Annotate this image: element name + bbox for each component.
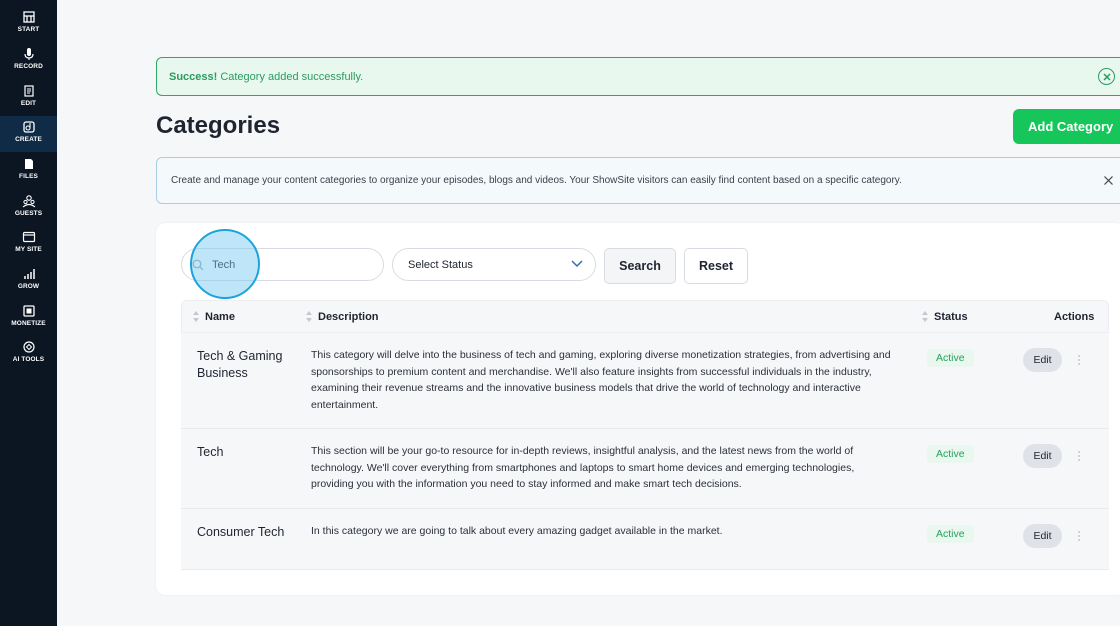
sidebar-item-label: CREATE [15, 136, 42, 143]
sidebar-item-label: MONETIZE [11, 320, 46, 327]
sidebar-item-edit[interactable] [0, 80, 57, 116]
sidebar-item-label: AI TOOLS [12, 356, 45, 363]
table-row [181, 333, 1109, 429]
table-row [181, 429, 1109, 509]
close-alert-button[interactable] [1098, 68, 1115, 85]
sidebar-item-monetize[interactable] [0, 300, 57, 336]
status-select[interactable] [392, 248, 596, 281]
edit-icon [22, 84, 36, 98]
files-icon [22, 157, 36, 171]
column-header-actions: Actions [1054, 311, 1095, 323]
sidebar-item-ai-tools[interactable] [0, 336, 57, 372]
sidebar-item-start[interactable] [0, 6, 57, 42]
sidebar-item-label: GUESTS [14, 210, 43, 217]
search-field[interactable] [181, 248, 384, 281]
sidebar-item-guests[interactable] [0, 190, 57, 226]
add-category-button[interactable]: Add Category [1013, 109, 1120, 144]
table-row [181, 509, 1109, 570]
sidebar-item-label: FILES [19, 173, 38, 180]
close-icon [1103, 73, 1111, 81]
sort-icon[interactable] [922, 311, 928, 322]
create-icon [22, 120, 36, 134]
status-select-label: Select Status [408, 259, 473, 271]
site-icon [22, 230, 36, 244]
close-info-button[interactable] [1104, 171, 1113, 189]
sidebar-item-label: RECORD [14, 63, 43, 70]
edit-button[interactable]: Edit [1023, 348, 1062, 372]
category-name: Tech & Gaming Business [197, 349, 283, 380]
column-header-description[interactable]: Description [318, 311, 379, 323]
sidebar-item-create[interactable] [0, 116, 57, 152]
edit-button[interactable]: Edit [1023, 524, 1062, 548]
sidebar-item-grow[interactable] [0, 263, 57, 299]
category-description: In this category we are going to talk about every amazing gadget available in the market. [311, 525, 723, 537]
status-badge: Active [927, 445, 974, 463]
guests-icon [22, 194, 36, 208]
page-title: Categories [156, 112, 281, 139]
sidebar-item-my-site[interactable] [0, 226, 57, 262]
status-badge: Active [927, 525, 974, 543]
column-header-name[interactable]: Name [205, 311, 235, 323]
edit-button[interactable]: Edit [1023, 444, 1062, 468]
alert-message: Category added successfully. [220, 70, 364, 83]
sidebar-item-label: GROW [17, 283, 40, 290]
chevron-down-icon [571, 260, 583, 268]
search-icon [192, 259, 204, 271]
grow-icon [22, 267, 36, 281]
sidebar-item-label: EDIT [20, 100, 37, 107]
alert-title: Success! [169, 70, 218, 83]
close-icon [1104, 176, 1113, 185]
category-name: Tech [197, 445, 224, 459]
ai-tools-icon [22, 340, 36, 354]
sidebar [0, 0, 57, 626]
column-header-status[interactable]: Status [934, 311, 968, 323]
more-icon[interactable] [1077, 450, 1081, 462]
search-input[interactable] [212, 256, 372, 274]
search-button[interactable]: Search [604, 248, 676, 284]
sidebar-item-files[interactable] [0, 153, 57, 189]
info-text: Create and manage your content categories to organize your episodes, blogs and videos. Your ShowSite visitors can easily find content based on a specific category. [171, 175, 902, 186]
more-icon[interactable] [1077, 354, 1081, 366]
category-name: Consumer Tech [197, 525, 285, 539]
sidebar-item-label: MY SITE [15, 246, 42, 253]
microphone-icon [22, 47, 36, 61]
category-description: This category will delve into the business of tech and gaming, exploring diverse monetization strategies, from advertising and sponsorships to premium content and merchandise. We'll also feature insights from successful individuals in the industry, examining their revenue streams and the innovative business models that drive the world of technology and interactive entertainment. [311, 349, 891, 411]
info-banner [156, 157, 1120, 204]
category-description: This section will be your go-to resource for in-depth reviews, insightful analysis, and the latest news from the world of technology. We'll cover everything from smartphones and laptops to smart home devices and emerging technologies, providing you with the information you need to stay informed and make smart tech decisions. [311, 445, 855, 490]
sort-icon[interactable] [306, 311, 312, 322]
sidebar-item-label: START [17, 26, 40, 33]
table-header [181, 300, 1109, 333]
start-icon [22, 10, 36, 24]
success-alert [156, 57, 1120, 96]
sort-icon[interactable] [193, 311, 199, 322]
status-badge: Active [927, 349, 974, 367]
monetize-icon [22, 304, 36, 318]
sidebar-item-record[interactable] [0, 43, 57, 79]
more-icon[interactable] [1077, 530, 1081, 542]
reset-button[interactable]: Reset [684, 248, 748, 284]
